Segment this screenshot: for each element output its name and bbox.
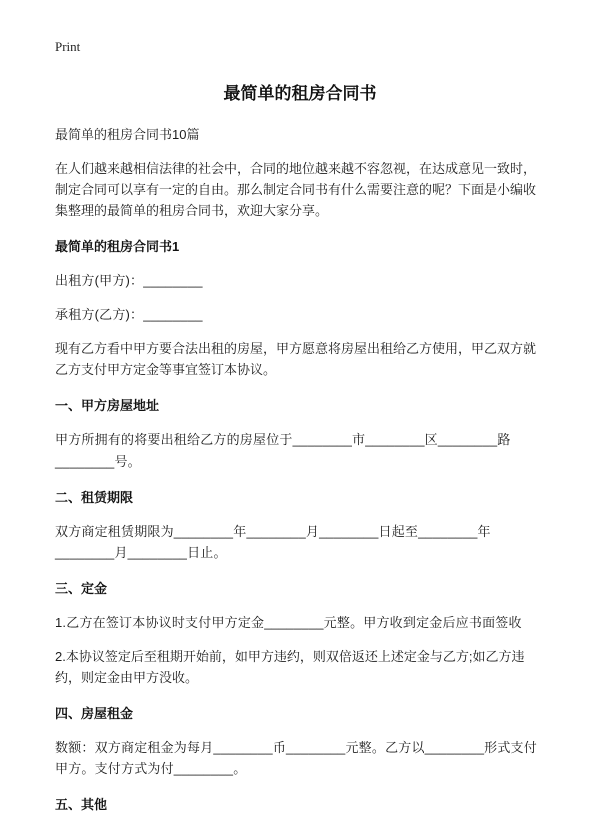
section-2-heading: 二、租赁期限 — [55, 489, 134, 505]
contract-1-heading: 最简单的租房合同书1 — [55, 239, 180, 255]
section-1-body: 甲方所拥有的将要出租给乙方的房屋位于________市________区________路________号。 — [55, 432, 511, 469]
preamble-paragraph: 现有乙方看中甲方要合法出租的房屋，甲方愿意将房屋出租给乙方使用，甲乙双方就乙方支付甲方定金等事宜签订本协议。 — [55, 341, 537, 378]
lessee-line: 承租方(乙方)：________ — [55, 307, 203, 323]
print-button[interactable]: Print — [55, 39, 81, 54]
section-4-body: 数额：双方商定租金为每月________币________元整。乙方以________形式支付甲方。支付方式为付________。 — [55, 739, 537, 776]
section-1-heading: 一、甲方房屋地址 — [55, 398, 160, 414]
section-5-heading: 五、其他 — [55, 797, 108, 813]
document-title: 最简单的租房合同书 — [223, 84, 377, 103]
section-3-item-1: 1.乙方在签订本协议时支付甲方定金________元整。甲方收到定金后应书面签收 — [55, 614, 522, 630]
section-3-heading: 三、定金 — [55, 580, 108, 596]
section-4-heading: 四、房屋租金 — [55, 705, 134, 721]
intro-paragraph: 在人们越来越相信法律的社会中，合同的地位越来越不容忽视，在达成意见一致时，制定合同可以享有一定的自由。那么制定合同书有什么需要注意的呢？下面是小编收集整理的最简单的租房合同书，欢迎大家分享。 — [55, 161, 537, 219]
lessor-line: 出租方(甲方)：________ — [55, 273, 203, 289]
section-3-item-2: 2.本协议签定后至租期开始前，如甲方违约，则双倍返还上述定金与乙方;如乙方违约，则定金由甲方没收。 — [55, 648, 525, 685]
document-subtitle: 最简单的租房合同书10篇 — [55, 127, 200, 142]
section-2-body: 双方商定租赁期限为________年________月________日起至________年________月________日止。 — [55, 523, 491, 560]
